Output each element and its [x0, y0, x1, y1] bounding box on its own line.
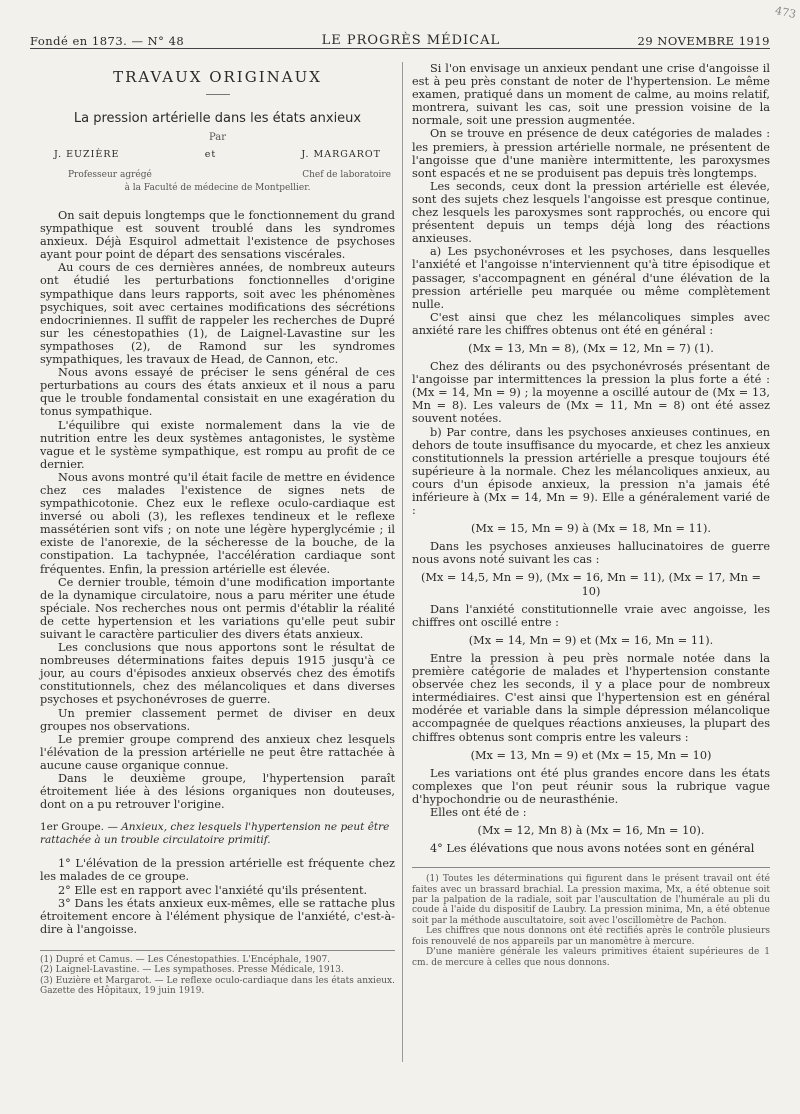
paragraph: a) Les psychonévroses et les psychoses, dans lesquelles l'anxiété et l'angoisse n'interviennent qu'à titre épisodique et passager, s'accompagnent en général d'une élévation de la pression artérielle peu marquée ou même complètement nulle.	[412, 245, 770, 311]
paragraph: Elles ont été de :	[430, 805, 527, 819]
formula: (Mx = 14,5, Mn = 9), (Mx = 16, Mn = 11), (Mx = 17, Mn = 10)	[420, 571, 762, 598]
paragraph: Le premier groupe comprend des anxieux chez lesquels l'élévation de la pression artérielle ne peut être rattachée à aucune cause organique connue.	[40, 732, 395, 772]
paragraph: Au cours de ces dernières années, de nombreux auteurs ont étudié les perturbations fonctionnelles d'origine sympathique dans leurs rapports, soit avec les phénomènes psychiques, soit avec certaines modifications des sécrétions endocriniennes. Il suffit de rappeler les recherches de Dupré sur les cénestopathies (1), de Laignel-Lavastine sur les sympathoses (2), de Ramond sur les syndromes sympathiques, les travaux de Head, de Cannon, etc.	[40, 261, 395, 367]
authors	[40, 149, 395, 160]
affil-margarot: Chef de laboratoire	[302, 170, 391, 180]
author-et: et	[204, 149, 217, 160]
journal-title: LE PROGRÈS MÉDICAL	[321, 33, 501, 48]
paragraph: C'est ainsi que chez les mélancoliques simples avec anxiété rare les chiffres obtenus ont été en général :	[412, 310, 770, 337]
left-column	[40, 62, 395, 997]
page-mark: 473	[773, 3, 798, 22]
section-title: TRAVAUX ORIGINAUX	[113, 68, 322, 86]
paragraph: b) Par contre, dans les psychoses anxieuses continues, en dehors de toute insuffisance du myocarde, et chez les anxieux constitutionnels la pression artérielle a presque toujours été supérieure à la normale. Chez les mélancoliques anxieux, au cours d'un épisode anxieux, la pression n'a jamais été inférieure à (Mx = 14, Mn = 9). Elle a généralement varié de :	[412, 425, 770, 518]
footnote: (3) Euzière et Margarot. — Le reflexe oculo-cardiaque dans les états anxieux. Gazette des Hôpitaux, 19 juin 1919.	[40, 975, 395, 997]
paragraph: Les conclusions que nous apportons sont le résultat de nombreuses déterminations faites depuis 1915 jusqu'à ce jour, au cours d'épisodes anxieux observés chez des émotifs constitutionnels, chez des mélancoliques et dans diverses psychoses et psychonévroses de guerre.	[40, 641, 395, 707]
paragraph: Dans les psychoses anxieuses hallucinatoires de guerre nous avons noté suivant les cas :	[412, 540, 770, 567]
paragraph: 2° Elle est en rapport avec l'anxiété qu'ils présentent.	[58, 883, 368, 897]
author-margarot: J. MARGAROT	[301, 149, 381, 160]
header-rule	[30, 48, 770, 49]
right-column	[412, 62, 770, 968]
footnotes-right	[412, 867, 770, 968]
footnote: (1) Toutes les déterminations qui figurent dans le présent travail ont été faites avec un brassard brachial. La pression maxima, Mx, a été obtenue soit par la palpation de la radiale, soit par l'auscultation de l'humérale au pli du coude à l'aide du dispositif de Laubry. La pression minima, Mn, a été obtenue soit par la méthode auscultatoire, soit avec l'oscillomètre de Pachon.	[412, 874, 770, 926]
paragraph: Si l'on envisage un anxieux pendant une crise d'angoisse il est à peu près constant de noter de l'hypertension. Le même examen, pratiqué dans un moment de calme, au moins relatif, montrera, suivant les cas, soit une pression voisine de la normale, soit une pression augmentée.	[412, 62, 770, 128]
affil-euziere: Professeur agrégé	[68, 170, 152, 180]
byline-par: Par	[208, 132, 227, 143]
title-rule	[206, 94, 230, 95]
author-euziere: J. EUZIÈRE	[54, 149, 120, 160]
footnote: D'une manière générale les valeurs primitives étaient supérieures de 1 cm. de mercure à celles que nous donnons.	[412, 947, 770, 968]
formula: (Mx = 12, Mn 8) à (Mx = 16, Mn = 10).	[477, 824, 705, 838]
footnote: (1) Dupré et Camus. — Les Cénestopathies. L'Encéphale, 1907.	[40, 954, 331, 965]
footnotes-left	[40, 950, 395, 997]
formula: (Mx = 13, Mn = 9) et (Mx = 15, Mn = 10)	[470, 748, 712, 762]
paragraph: Les seconds, ceux dont la pression artérielle est élevée, sont des sujets chez lesquels l'angoisse est presque continue, chez lesquels les paroxysmes sont rapprochés, ou encore qui présentent depuis un temps déjà long des réactions anxieuses.	[412, 179, 770, 246]
footnote: Les chiffres que nous donnons ont été rectifiés après le contrôle plusieurs fois renouvelé de nos appareils par un manomètre à mercure.	[412, 926, 770, 947]
group-description: Anxieux, chez lesquels l'hypertension ne peut être rattachée à un trouble circulatoire primitif.	[40, 821, 390, 847]
paragraph: 1° L'élévation de la pression artérielle est fréquente chez les malades de ce groupe.	[40, 857, 395, 884]
footnote: (2) Laignel-Lavastine. — Les sympathoses. Presse Médicale, 1913.	[40, 965, 344, 976]
header-date: 29 NOVEMBRE 1919	[637, 34, 770, 48]
affil-faculty: à la Faculté de médecine de Montpellier.	[124, 183, 311, 193]
running-header	[30, 28, 770, 48]
formula: (Mx = 13, Mn = 8), (Mx = 12, Mn = 7) (1).	[468, 341, 714, 355]
paragraph: Nous avons essayé de préciser le sens général de ces perturbations au cours des états anxieux et il nous a paru que le trouble fondamental consistait en une exagération du tonus sympathique.	[40, 366, 395, 419]
paragraph: Dans le deuxième groupe, l'hypertension paraît étroitement liée à des lésions organiques non douteuses, dont on a pu retrouver l'origine.	[40, 772, 395, 812]
paragraph: Entre la pression à peu près normale notée dans la première catégorie de malades et l'hypertension constante observée chez les seconds, il y a place pour de nombreux intermédiaires. C'est ainsi que l'hypertension est en général modérée et variable dans la simple dépression mélancolique accompagnée de quelques réactions anxieuses, la plupart des chiffres obtenus sont compris entre les valeurs :	[412, 651, 770, 744]
formula: (Mx = 14, Mn = 9) et (Mx = 16, Mn = 11).	[468, 633, 714, 647]
paragraph: On sait depuis longtemps que le fonctionnement du grand sympathique est souvent troublé dans les syndromes anxieux. Déjà Esquirol admettait l'existence de psychoses ayant pour point de départ des sensations viscérales.	[40, 209, 395, 262]
paragraph: 3° Dans les états anxieux eux-mêmes, elle se rattache plus étroitement encore à l'élément physique de l'anxiété, c'est-à-dire à l'angoisse.	[40, 896, 395, 936]
paragraph: Chez des délirants ou des psychonévrosés présentant de l'angoisse par intermittences la pression la plus forte a été : (Mx = 14, Mn = 9) ; la moyenne a oscillé autour de (Mx = 13, Mn = 8). Les valeurs de (Mx = 11, Mn = 8) ont été assez souvent notées.	[412, 360, 770, 426]
group-label: 1er Groupe. —	[40, 821, 118, 834]
paragraph: Ce dernier trouble, témoin d'une modification importante de la dynamique circulatoire, nous a paru mériter une étude spéciale. Nos recherches nous ont permis d'établir la réalité de cette hypertension et les variations qu'elle peut subir suivant le caractère particulier des divers états anxieux.	[40, 575, 395, 641]
paragraph: Dans l'anxiété constitutionnelle vraie avec angoisse, les chiffres ont oscillé entre :	[412, 602, 770, 629]
paragraph: L'équilibre qui existe normalement dans la vie de nutrition entre les deux systèmes antagonistes, le système vague et le système sympathique, est rompu au profit de ce dernier.	[40, 418, 395, 471]
paragraph: 4° Les élévations que nous avons notées sont en général	[430, 842, 755, 856]
affiliations	[40, 170, 395, 181]
paragraph: Un premier classement permet de diviser en deux groupes nos observations.	[40, 706, 395, 733]
article-title: La pression artérielle dans les états anxieux	[73, 111, 362, 126]
column-separator	[402, 62, 403, 1062]
header-founded: Fondé en 1873. — N° 48	[30, 34, 185, 48]
group-heading	[40, 821, 395, 847]
paragraph: Les variations ont été plus grandes encore dans les états complexes que l'on peut réunir sous la rubrique vague d'hypochondrie ou de neurasthénie.	[412, 766, 770, 806]
paragraph: Nous avons montré qu'il était facile de mettre en évidence chez ces malades l'existence de signes nets de sympathicotonie. Chez eux le reflexe oculo-cardiaque est inversé ou aboli (3), les reflexes tendineux et le reflexe massétérien sont vifs ; on note une légère hyperglycémie ; il existe de l'anorexie, de la sécheresse de la bouche, de la constipation. La tachypnée, l'accélération cardiaque sont fréquentes. Enfin, la pression artérielle est élevée.	[40, 470, 395, 576]
paragraph: On se trouve en présence de deux catégories de malades : les premiers, à pression artérielle normale, ne présentent de l'angoisse que d'une manière intermittente, les paroxysmes sont espacés et ne se produisent pas depuis très longtemps.	[412, 127, 770, 180]
formula: (Mx = 15, Mn = 9) à (Mx = 18, Mn = 11).	[471, 522, 711, 536]
